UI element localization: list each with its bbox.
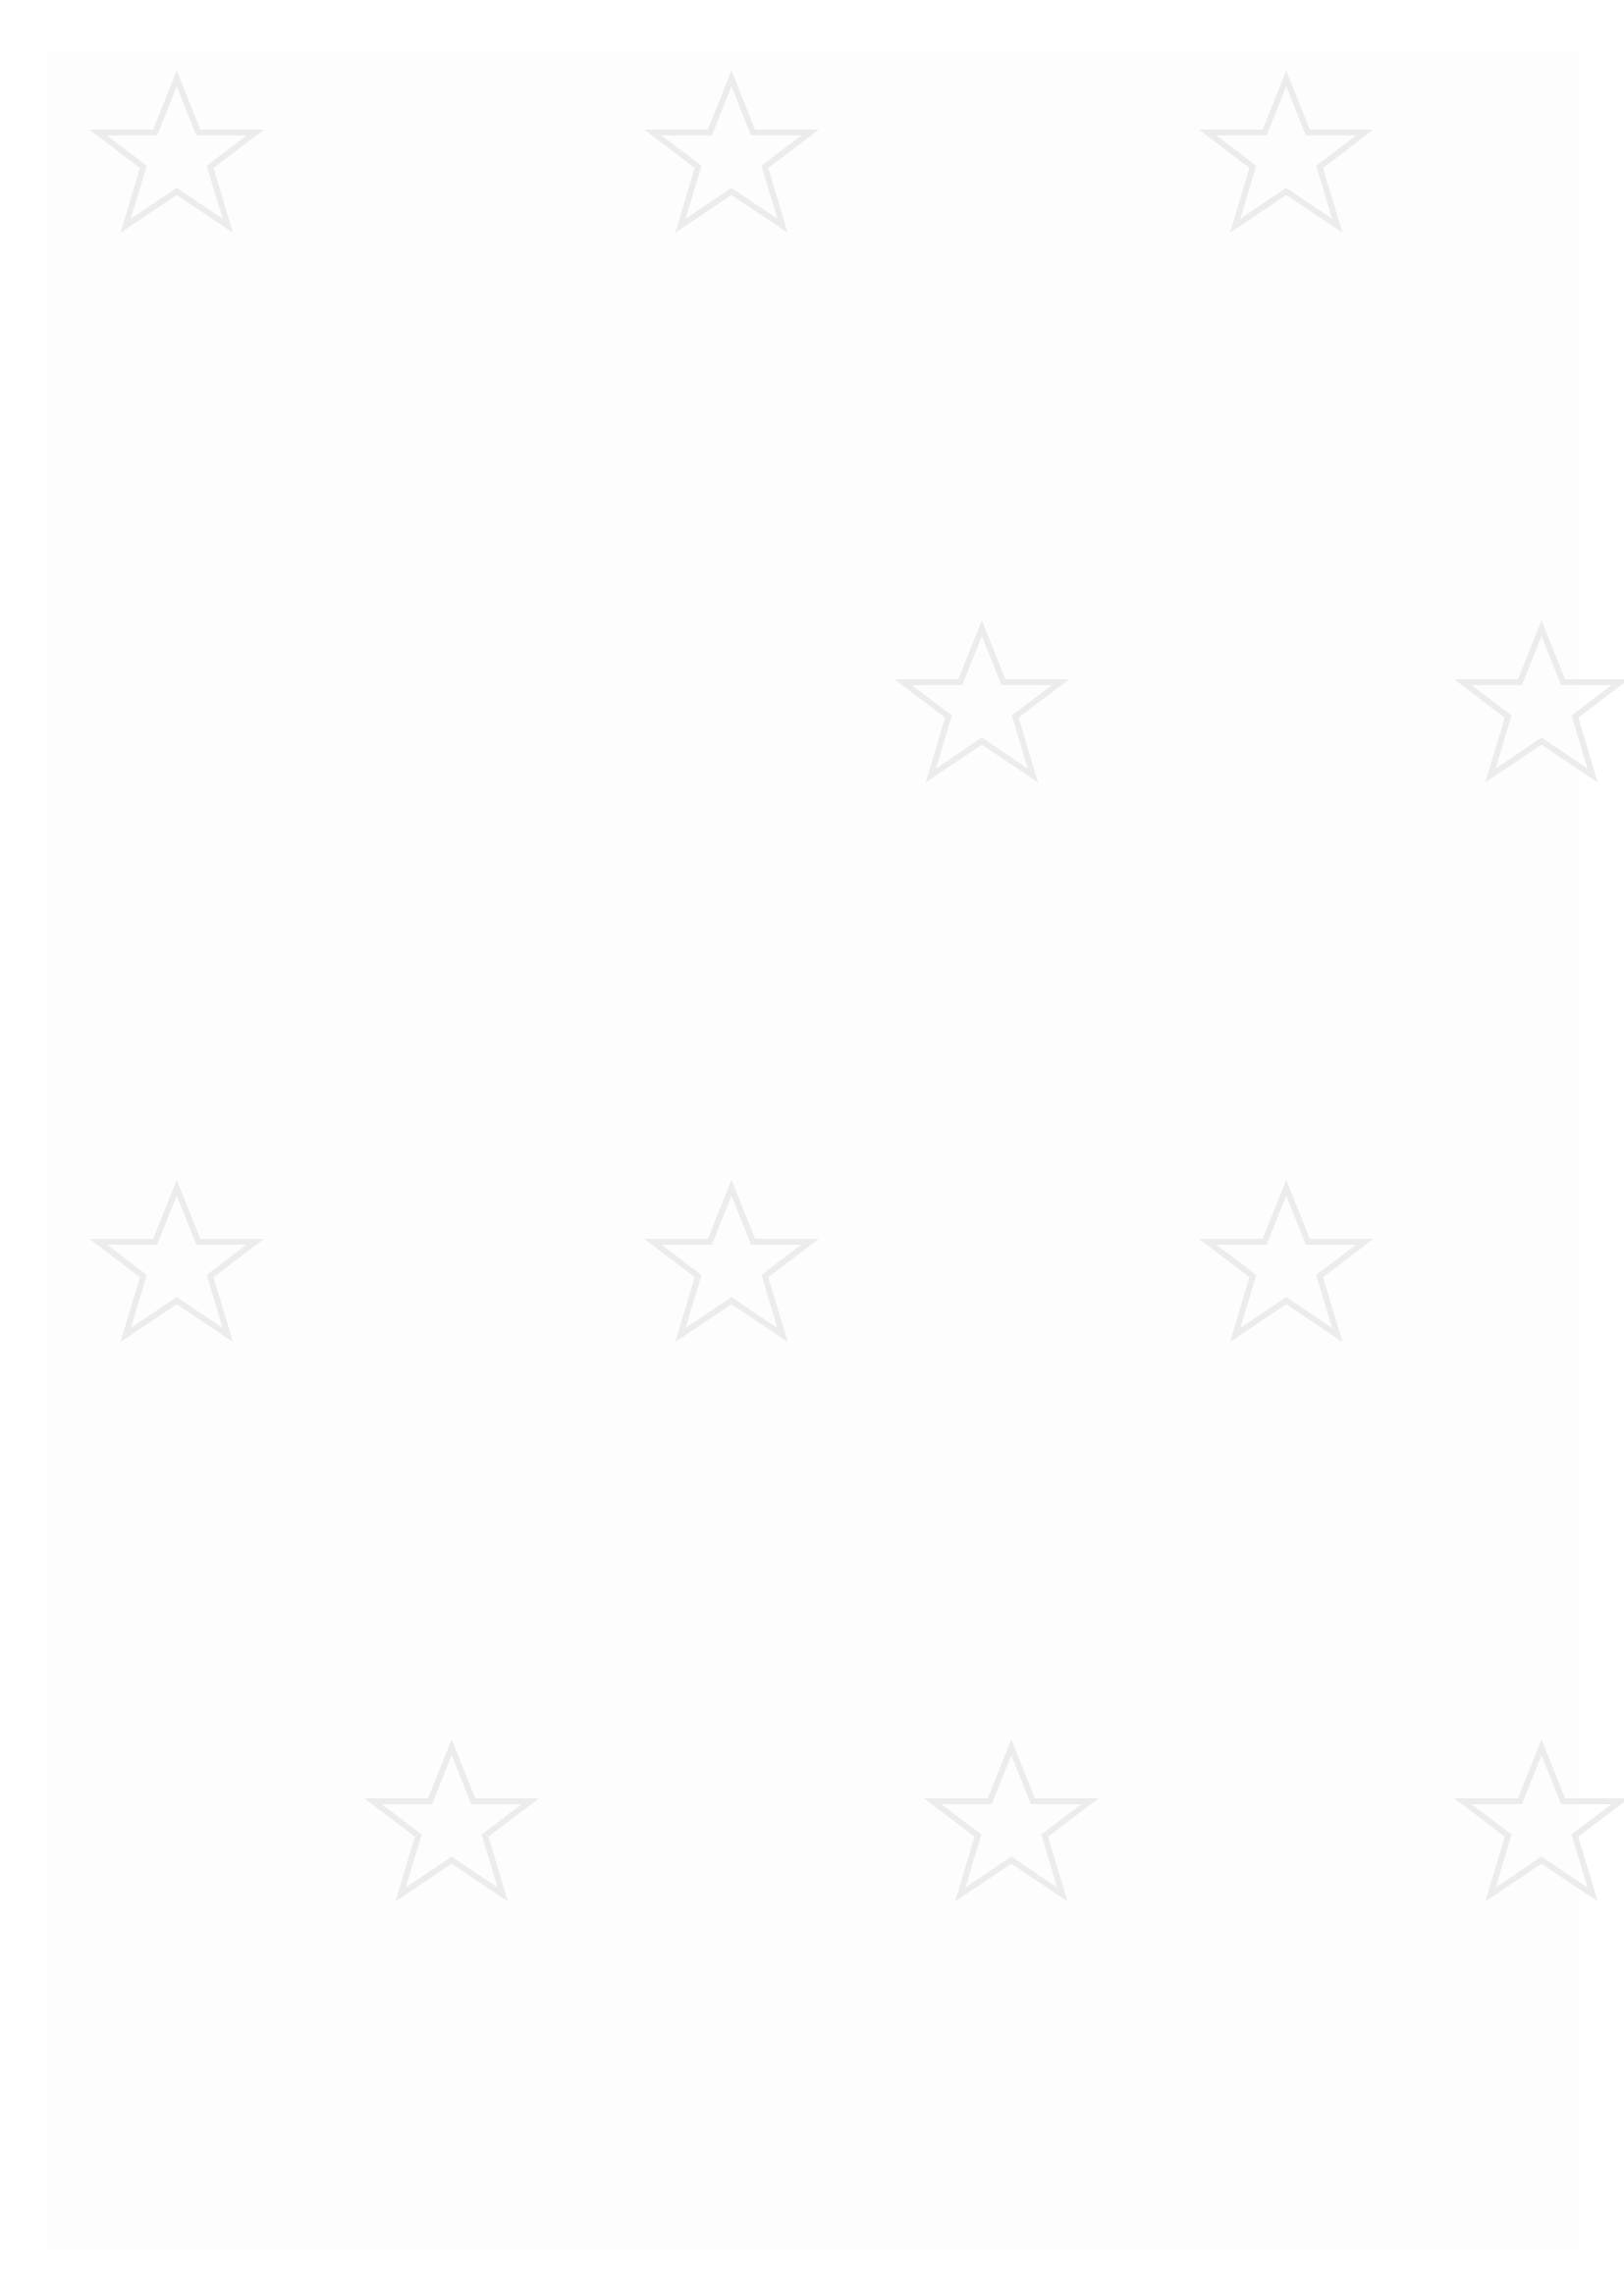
page-background bbox=[47, 51, 1579, 2250]
fish-glyph-icon bbox=[316, 157, 493, 334]
